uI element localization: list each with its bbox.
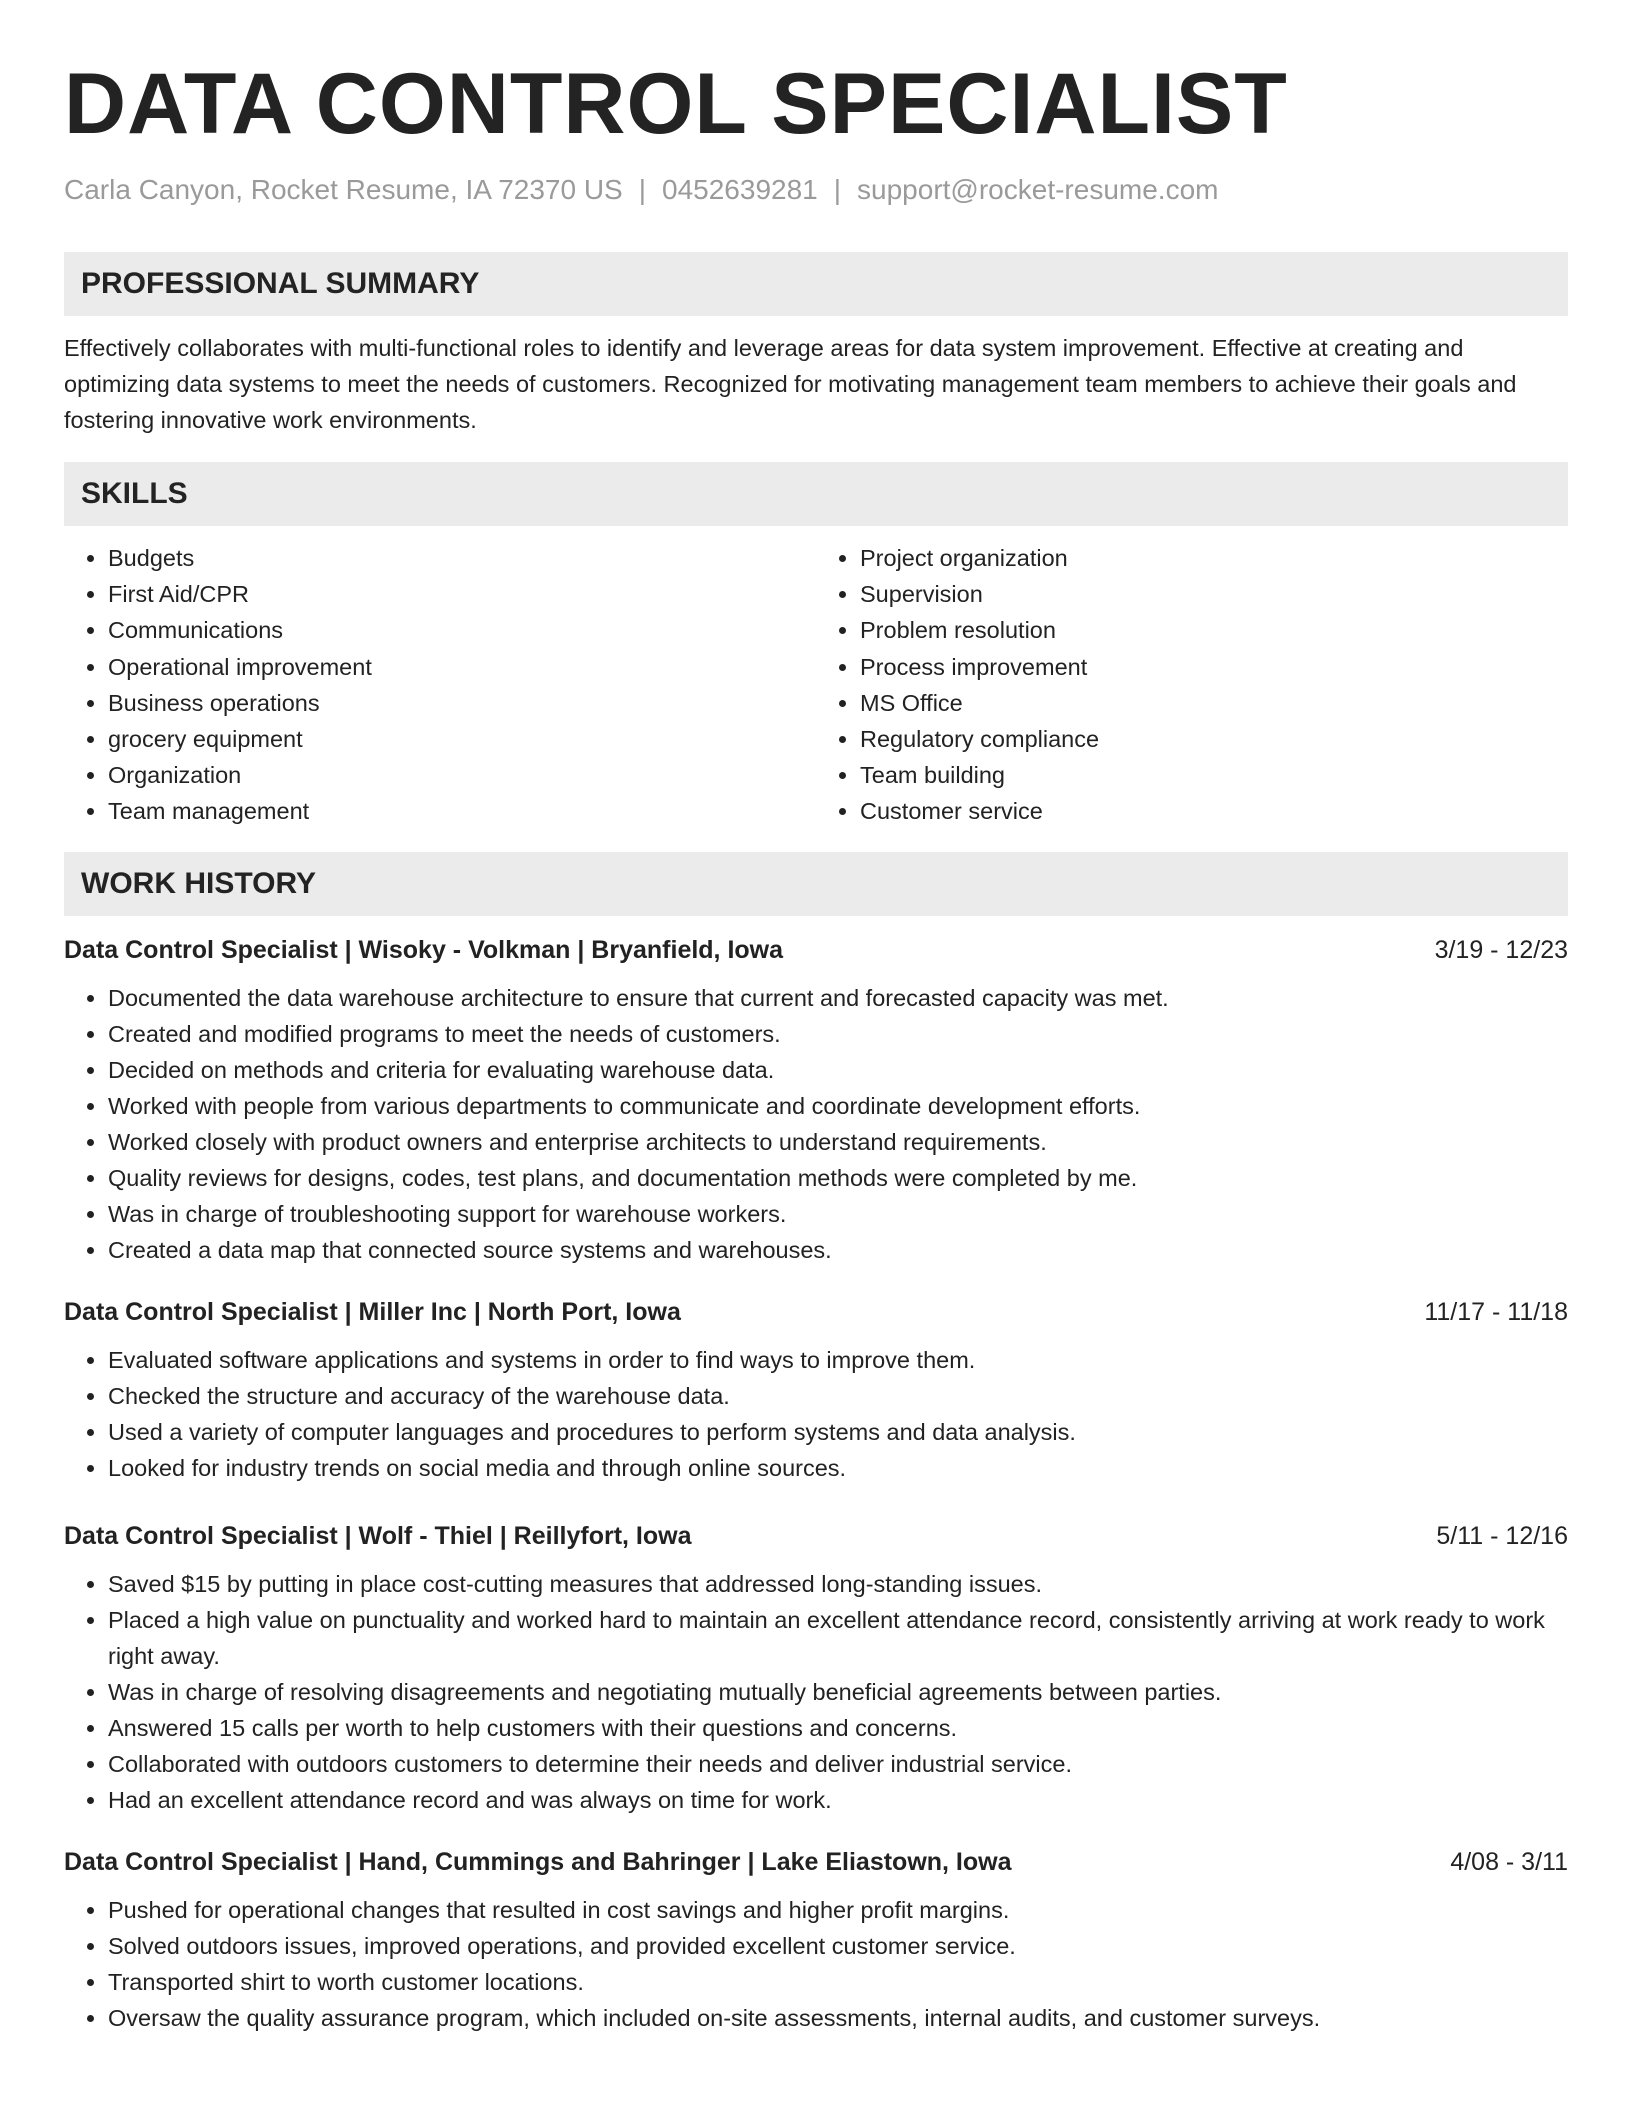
job-bullets bbox=[64, 1342, 1568, 1486]
contact-email: support@rocket-resume.com bbox=[857, 174, 1219, 205]
job-bullet: • Used a variety of computer languages and procedures to perform systems and data analysis. bbox=[108, 1414, 1568, 1450]
skill-item: • First Aid/CPR bbox=[108, 576, 816, 612]
skill-item: • Budgets bbox=[108, 540, 816, 576]
skills-column-left bbox=[64, 540, 816, 830]
job-bullet: • Decided on methods and criteria for evaluating warehouse data. bbox=[108, 1052, 1568, 1088]
job-bullet: • Collaborated with outdoors customers to determine their needs and deliver industrial service. bbox=[108, 1746, 1568, 1782]
job-header bbox=[64, 1844, 1568, 1880]
skill-item: • Customer service bbox=[860, 793, 1568, 829]
job-title: Data Control Specialist | Wolf - Thiel | Reillyfort, Iowa bbox=[64, 1521, 692, 1550]
skill-item: • grocery equipment bbox=[108, 721, 816, 757]
contact-address: Carla Canyon, Rocket Resume, IA 72370 US bbox=[64, 174, 623, 205]
job-bullet: • Saved $15 by putting in place cost-cutting measures that addressed long-standing issues. bbox=[108, 1566, 1568, 1602]
job-header bbox=[64, 1294, 1568, 1330]
section-heading-summary: PROFESSIONAL SUMMARY bbox=[64, 252, 1568, 316]
job-bullet: • Documented the data warehouse architecture to ensure that current and forecasted capacity was met. bbox=[108, 980, 1568, 1016]
skill-item: • Business operations bbox=[108, 685, 816, 721]
skill-item: • Team building bbox=[860, 757, 1568, 793]
job-header bbox=[64, 1518, 1568, 1554]
job-bullets bbox=[64, 1566, 1568, 1818]
job-bullet: • Answered 15 calls per worth to help customers with their questions and concerns. bbox=[108, 1710, 1568, 1746]
skills-column-right bbox=[816, 540, 1568, 830]
job-entry bbox=[64, 932, 1568, 1268]
job-title: Data Control Specialist | Hand, Cummings and Bahringer | Lake Eliastown, Iowa bbox=[64, 1847, 1012, 1876]
skill-item: • Problem resolution bbox=[860, 612, 1568, 648]
skill-item: • Team management bbox=[108, 793, 816, 829]
job-title: Data Control Specialist | Wisoky - Volkman | Bryanfield, Iowa bbox=[64, 935, 784, 964]
job-entry bbox=[64, 1294, 1568, 1486]
job-bullets bbox=[64, 980, 1568, 1268]
job-bullets bbox=[64, 1892, 1568, 2036]
job-bullet: • Was in charge of troubleshooting support for warehouse workers. bbox=[108, 1196, 1568, 1232]
job-bullet: • Worked closely with product owners and enterprise architects to understand requirements. bbox=[108, 1124, 1568, 1160]
job-bullet: • Quality reviews for designs, codes, test plans, and documentation methods were completed by me. bbox=[108, 1160, 1568, 1196]
job-title: Data Control Specialist | Miller Inc | North Port, Iowa bbox=[64, 1297, 681, 1326]
job-header bbox=[64, 932, 1568, 968]
job-bullet: • Was in charge of resolving disagreements and negotiating mutually beneficial agreements between parties. bbox=[108, 1674, 1568, 1710]
section-heading-work-history: WORK HISTORY bbox=[64, 852, 1568, 916]
skill-item: • Regulatory compliance bbox=[860, 721, 1568, 757]
job-bullet: • Checked the structure and accuracy of the warehouse data. bbox=[108, 1378, 1568, 1414]
job-dates: 3/19 - 12/23 bbox=[1434, 935, 1568, 964]
job-dates: 5/11 - 12/16 bbox=[1436, 1521, 1568, 1550]
skills-list bbox=[64, 540, 1568, 830]
job-bullet: • Had an excellent attendance record and was always on time for work. bbox=[108, 1782, 1568, 1818]
job-bullet: • Looked for industry trends on social media and through online sources. bbox=[108, 1450, 1568, 1486]
job-entry bbox=[64, 1518, 1568, 1818]
contact-separator: | bbox=[638, 174, 647, 205]
skill-item: • Organization bbox=[108, 757, 816, 793]
skill-item: • Supervision bbox=[860, 576, 1568, 612]
job-bullet: • Created a data map that connected source systems and warehouses. bbox=[108, 1232, 1568, 1268]
contact-line bbox=[64, 172, 1568, 208]
job-entry bbox=[64, 1844, 1568, 2036]
summary-text: Effectively collaborates with multi-functional roles to identify and leverage areas for data system improvement. Effective at creating and optimizing data systems to meet the needs of customers. Recognized for motivating management team members to achieve their goals and fostering innovative work environments. bbox=[64, 335, 1517, 433]
job-bullet: • Placed a high value on punctuality and worked hard to maintain an excellent attendance record, consistently arriving at work ready to work right away. bbox=[108, 1602, 1568, 1674]
section-heading-skills: SKILLS bbox=[64, 462, 1568, 526]
job-dates: 11/17 - 11/18 bbox=[1424, 1297, 1568, 1326]
contact-phone: 0452639281 bbox=[662, 174, 818, 205]
skill-item: • Operational improvement bbox=[108, 649, 816, 685]
skill-item: • MS Office bbox=[860, 685, 1568, 721]
job-bullet: • Oversaw the quality assurance program, which included on-site assessments, internal audits, and customer surveys. bbox=[108, 2000, 1568, 2036]
job-bullet: • Transported shirt to worth customer locations. bbox=[108, 1964, 1568, 2000]
contact-separator: | bbox=[833, 174, 842, 205]
job-bullet: • Pushed for operational changes that resulted in cost savings and higher profit margins. bbox=[108, 1892, 1568, 1928]
job-bullet: • Solved outdoors issues, improved operations, and provided excellent customer service. bbox=[108, 1928, 1568, 1964]
job-dates: 4/08 - 3/11 bbox=[1450, 1847, 1568, 1876]
skill-item: • Process improvement bbox=[860, 649, 1568, 685]
job-bullet: • Worked with people from various departments to communicate and coordinate development efforts. bbox=[108, 1088, 1568, 1124]
skill-item: • Project organization bbox=[860, 540, 1568, 576]
job-bullet: • Created and modified programs to meet the needs of customers. bbox=[108, 1016, 1568, 1052]
job-bullet: • Evaluated software applications and systems in order to find ways to improve them. bbox=[108, 1342, 1568, 1378]
skill-item: • Communications bbox=[108, 612, 816, 648]
resume-title: DATA CONTROL SPECIALIST bbox=[64, 56, 1288, 152]
